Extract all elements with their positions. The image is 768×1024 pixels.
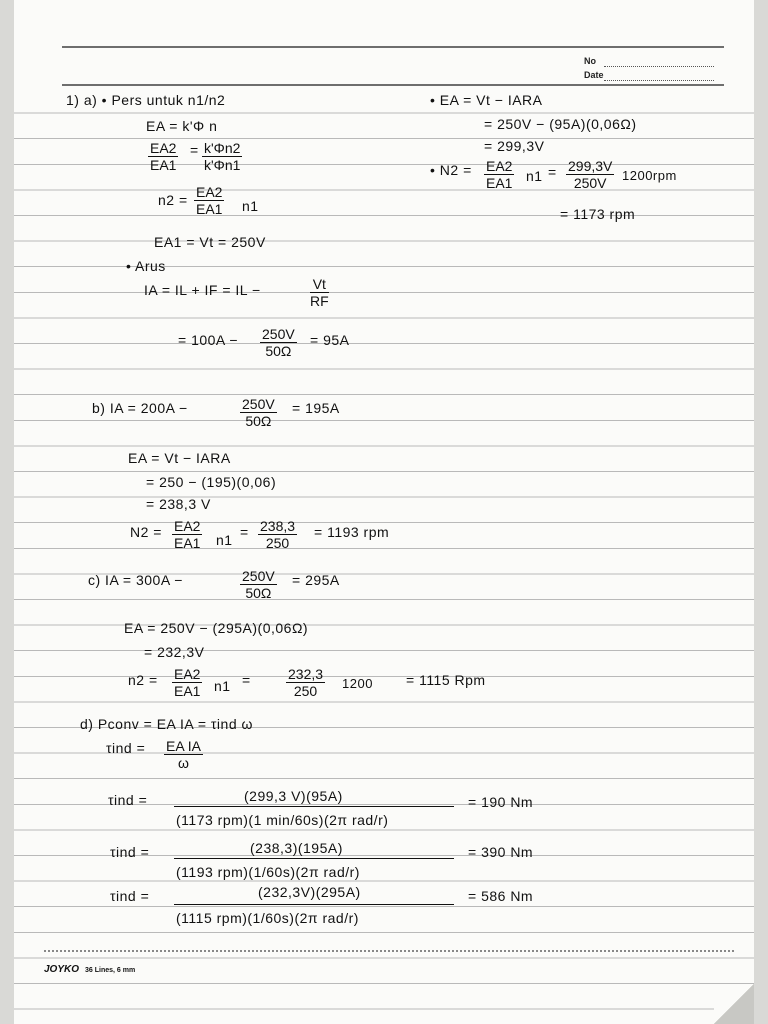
ea-formula: EA = k'Φ n — [146, 118, 218, 134]
n2-right-rpm: 1200rpm — [622, 168, 677, 183]
part-a-heading: 1) a) • Pers untuk n1/n2 — [66, 92, 226, 108]
part-b-n2-value-den: 250 — [265, 535, 290, 551]
bottom-dotted-rule — [44, 950, 734, 952]
torque-2-den: (1193 rpm)(1/60s)(2π rad/r) — [176, 864, 360, 880]
part-b-ea-formula: EA = Vt − IARA — [128, 450, 231, 466]
part-d-tind-fraction — [164, 738, 203, 771]
part-c-ia-result: = 295A — [292, 572, 340, 588]
part-c-n2-fraction — [172, 666, 202, 699]
ea-right-result: = 299,3V — [484, 138, 545, 154]
part-c-rpm: 1200 — [342, 676, 373, 691]
part-c-n2-den: EA1 — [174, 683, 201, 699]
n2-post: n1 — [242, 198, 259, 214]
part-b-n1: n1 — [216, 532, 233, 548]
ia-calc-fraction — [260, 326, 297, 359]
part-b-n2-den: EA1 — [174, 535, 201, 551]
part-c-n2-result: = 1115 Rpm — [406, 672, 486, 688]
part-b-n2-value-fraction — [258, 518, 297, 551]
brand-logo: JOYKO — [44, 964, 80, 975]
part-b-ia-result: = 195A — [292, 400, 340, 416]
n2-right-n1: n1 — [526, 168, 543, 184]
vt-num: Vt — [310, 276, 329, 293]
kphi-n2: k'Φn2 — [204, 140, 241, 156]
no-label: No — [584, 56, 596, 66]
ea1-value: EA1 = Vt = 250V — [154, 234, 266, 250]
part-c-ea-formula: EA = 250V − (295A)(0,06Ω) — [124, 620, 309, 636]
part-d-tind-den: ω — [178, 755, 189, 771]
part-d-tind-pre: τind = — [106, 740, 146, 756]
kphi-n1: k'Φn1 — [204, 157, 241, 173]
ia-formula: IA = IL + IF = IL − — [144, 282, 261, 298]
n2-right-result: = 1173 rpm — [560, 206, 636, 222]
n2-right-value-num: 299,3V — [568, 158, 613, 174]
no-line — [604, 66, 714, 67]
torque-1-result: = 190 Nm — [468, 794, 534, 810]
part-d-tind-num: EA IA — [166, 738, 202, 754]
part-c-fraction — [240, 568, 277, 601]
n2-pre: n2 = — [158, 192, 188, 208]
part-c-n2-value-den: 250 — [293, 683, 318, 699]
part-b-n2-result: = 1193 rpm — [314, 524, 390, 540]
part-b-fraction — [240, 396, 277, 429]
torque-1-den: (1173 rpm)(1 min/60s)(2π rad/r) — [176, 812, 389, 828]
part-b-ia-pre: b) IA = 200A − — [92, 400, 188, 416]
part-b-n2-pre: N2 = — [130, 524, 162, 540]
torque-3-den: (1115 rpm)(1/60s)(2π rad/r) — [176, 910, 359, 926]
part-b-ea-result: = 238,3 V — [146, 496, 211, 512]
torque-1-bar — [174, 806, 454, 807]
part-c-n2-pre: n2 = — [128, 672, 158, 688]
n2-right-den: EA1 — [486, 175, 513, 191]
arus-heading: • Arus — [126, 258, 166, 274]
torque-2-result: = 390 Nm — [468, 844, 534, 860]
part-d-pconv: d) Pconv = EA IA = τind ω — [80, 716, 253, 732]
rf-den: RF — [310, 293, 329, 309]
date-line — [604, 80, 714, 81]
torque-3-result: = 586 Nm — [468, 888, 534, 904]
part-c-den: 50Ω — [245, 585, 272, 601]
brand-footer — [44, 964, 135, 975]
header-rule — [62, 84, 724, 86]
ia-calc-result: = 95A — [310, 332, 350, 348]
lines-info: 36 Lines, 6 mm — [85, 967, 136, 974]
ia-calc-den: 50Ω — [265, 343, 292, 359]
n2-right-pre: • N2 = — [430, 162, 472, 178]
n2-right-value-fraction — [566, 158, 614, 191]
ratio-equals: = — [190, 142, 199, 158]
torque-1-num: (299,3 V)(95A) — [244, 788, 343, 804]
part-b-num: 250V — [242, 396, 275, 412]
torque-3-bar — [174, 904, 454, 905]
ea-ratio-right — [202, 140, 242, 173]
ea1-den: EA1 — [150, 157, 177, 173]
part-b-n2-fraction — [172, 518, 202, 551]
ea-ratio-left — [148, 140, 178, 173]
part-b-den: 50Ω — [245, 413, 272, 429]
part-b-n2-num: EA2 — [174, 518, 201, 534]
part-c-eq: = — [242, 672, 251, 688]
part-b-ea-sub: = 250 − (195)(0,06) — [146, 474, 277, 490]
part-b-eq: = — [240, 524, 249, 540]
ea-right-formula: • EA = Vt − IARA — [430, 92, 543, 108]
n2-num: EA2 — [196, 184, 223, 200]
n2-right-eq: = — [548, 164, 557, 180]
n2-right-value-den: 250V — [573, 175, 607, 191]
n2-fraction — [194, 184, 224, 217]
part-b-n2-value-num: 238,3 — [260, 518, 296, 534]
torque-3-num: (232,3V)(295A) — [258, 884, 361, 900]
torque-3-pre: τind = — [110, 888, 150, 904]
torque-2-bar — [174, 858, 454, 859]
part-c-ea-result: = 232,3V — [144, 644, 205, 660]
ia-calc-pre: = 100A − — [178, 332, 239, 348]
part-c-n2-num: EA2 — [174, 666, 201, 682]
page-corner-fold — [714, 984, 754, 1024]
n2-den: EA1 — [196, 201, 223, 217]
ea2-num: EA2 — [150, 140, 177, 156]
n2-right-num: EA2 — [486, 158, 513, 174]
top-rule — [62, 46, 724, 48]
n2-right-fraction — [484, 158, 514, 191]
part-c-num: 250V — [242, 568, 275, 584]
part-c-n1: n1 — [214, 678, 231, 694]
torque-2-pre: τind = — [110, 844, 150, 860]
notebook-page — [14, 0, 754, 1024]
vt-rf-fraction — [310, 276, 329, 309]
part-c-n2-value-fraction — [286, 666, 325, 699]
ea-right-sub: = 250V − (95A)(0,06Ω) — [484, 116, 637, 132]
date-label: Date — [584, 70, 604, 80]
ia-calc-num: 250V — [262, 326, 295, 342]
part-c-ia-pre: c) IA = 300A − — [88, 572, 183, 588]
torque-1-pre: τind = — [108, 792, 148, 808]
page-top-margin — [14, 0, 754, 88]
part-c-n2-value-num: 232,3 — [288, 666, 324, 682]
torque-2-num: (238,3)(195A) — [250, 840, 343, 856]
